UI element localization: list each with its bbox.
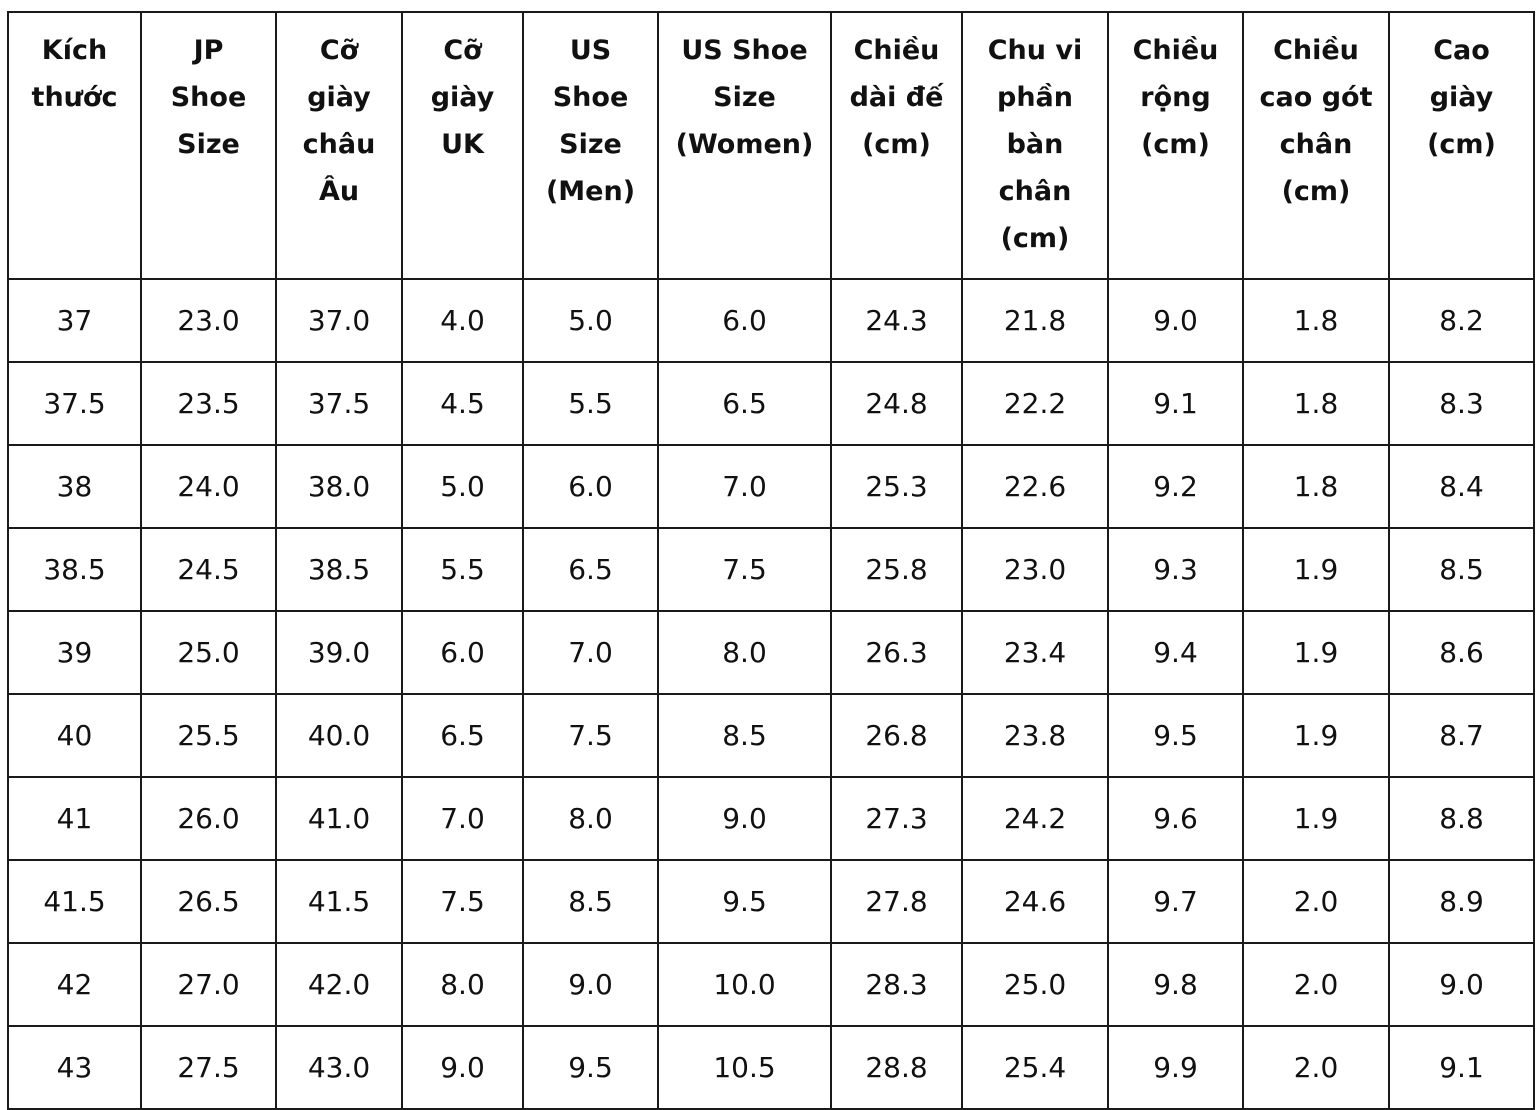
column-header-line: Size (713, 82, 776, 113)
table-cell: 38.5 (276, 528, 402, 611)
table-cell: 9.3 (1108, 528, 1243, 611)
table-cell: 9.6 (1108, 777, 1243, 860)
table-cell: 8.5 (523, 860, 658, 943)
column-header-line: Chiều (853, 35, 940, 66)
header-row (8, 12, 1534, 279)
table-row (8, 777, 1534, 860)
table-cell: 8.7 (1389, 694, 1534, 777)
table-cell: 6.0 (523, 445, 658, 528)
table-cell: 37.5 (8, 362, 141, 445)
column-header-line: (cm) (862, 129, 931, 160)
column-header (523, 12, 658, 279)
column-header-line: giày (430, 82, 495, 113)
table-cell: 9.0 (402, 1026, 523, 1109)
table-cell: 25.8 (831, 528, 962, 611)
column-header-line: Chiều (1273, 35, 1359, 66)
table-header (8, 12, 1534, 279)
column-header-line: Kích (41, 35, 108, 66)
table-cell: 2.0 (1243, 943, 1389, 1026)
table-row (8, 528, 1534, 611)
table-cell: 24.5 (141, 528, 276, 611)
table-cell: 7.5 (658, 528, 831, 611)
column-header-line: bàn (1006, 129, 1064, 160)
table-cell: 9.0 (523, 943, 658, 1026)
table-cell: 39.0 (276, 611, 402, 694)
column-header-line: Cỡ (319, 35, 359, 66)
table-cell: 24.0 (141, 445, 276, 528)
column-header-line: châu (302, 129, 376, 160)
table-cell: 23.8 (962, 694, 1108, 777)
table-cell: 37.5 (276, 362, 402, 445)
column-header-line: chân (1279, 129, 1353, 160)
column-header (402, 12, 523, 279)
table-cell: 7.5 (523, 694, 658, 777)
table-cell: 26.0 (141, 777, 276, 860)
column-header-line: rộng (1140, 82, 1211, 113)
column-header-line: JP (193, 35, 224, 66)
table-cell: 7.5 (402, 860, 523, 943)
table-row (8, 279, 1534, 362)
column-header (141, 12, 276, 279)
table-cell: 25.4 (962, 1026, 1108, 1109)
table-cell: 28.3 (831, 943, 962, 1026)
table-cell: 10.5 (658, 1026, 831, 1109)
column-header-line: (cm) (1000, 223, 1070, 254)
table-cell: 1.9 (1243, 777, 1389, 860)
table-cell: 23.5 (141, 362, 276, 445)
table-cell: 8.0 (523, 777, 658, 860)
table-cell: 37 (8, 279, 141, 362)
table-cell: 25.3 (831, 445, 962, 528)
table-cell: 6.0 (402, 611, 523, 694)
table-cell: 42 (8, 943, 141, 1026)
column-header-line: (cm) (1427, 129, 1496, 160)
table-cell: 43.0 (276, 1026, 402, 1109)
table-cell: 40.0 (276, 694, 402, 777)
table-cell: 1.8 (1243, 445, 1389, 528)
column-header-line: Size (177, 129, 240, 160)
table-row (8, 362, 1534, 445)
table-cell: 8.5 (658, 694, 831, 777)
table-cell: 9.7 (1108, 860, 1243, 943)
table-cell: 9.5 (658, 860, 831, 943)
table-cell: 9.5 (1108, 694, 1243, 777)
table-cell: 25.0 (141, 611, 276, 694)
table-cell: 9.1 (1389, 1026, 1534, 1109)
table-body (8, 279, 1534, 1109)
column-header-line: Shoe (170, 82, 247, 113)
table-cell: 42.0 (276, 943, 402, 1026)
table-cell: 1.9 (1243, 528, 1389, 611)
table-cell: 8.5 (1389, 528, 1534, 611)
table-cell: 9.0 (658, 777, 831, 860)
table-cell: 5.0 (523, 279, 658, 362)
table-cell: 26.3 (831, 611, 962, 694)
column-header-line: Cao (1433, 35, 1490, 66)
column-header-line: US (569, 35, 612, 66)
table-cell: 8.0 (402, 943, 523, 1026)
table-cell: 9.0 (1389, 943, 1534, 1026)
table-cell: 9.8 (1108, 943, 1243, 1026)
table-cell: 8.8 (1389, 777, 1534, 860)
column-header (962, 12, 1108, 279)
table-cell: 23.4 (962, 611, 1108, 694)
column-header-line: cao gót (1259, 82, 1373, 113)
column-header-line: UK (441, 129, 484, 160)
column-header-line: (Men) (545, 176, 636, 207)
table-row (8, 860, 1534, 943)
table-cell: 24.2 (962, 777, 1108, 860)
table-cell: 7.0 (658, 445, 831, 528)
table-row (8, 943, 1534, 1026)
table-cell: 24.3 (831, 279, 962, 362)
table-cell: 24.8 (831, 362, 962, 445)
table-cell: 5.0 (402, 445, 523, 528)
column-header-line: US Shoe (681, 35, 808, 66)
table-cell: 26.5 (141, 860, 276, 943)
table-cell: 6.5 (523, 528, 658, 611)
table-cell: 25.5 (141, 694, 276, 777)
table-row (8, 611, 1534, 694)
column-header-line: phần (997, 82, 1073, 113)
column-header-line: Cỡ (443, 35, 482, 66)
table-cell: 9.9 (1108, 1026, 1243, 1109)
table-cell: 40 (8, 694, 141, 777)
table-cell: 22.6 (962, 445, 1108, 528)
column-header-line: (Women) (675, 129, 814, 160)
table-cell: 39 (8, 611, 141, 694)
column-header (8, 12, 141, 279)
column-header-line: dài đế (849, 82, 944, 113)
table-cell: 6.5 (658, 362, 831, 445)
column-header-line: Chiều (1132, 35, 1219, 66)
table-cell: 9.0 (1108, 279, 1243, 362)
table-cell: 26.8 (831, 694, 962, 777)
table-cell: 8.4 (1389, 445, 1534, 528)
table-cell: 38 (8, 445, 141, 528)
table-cell: 41.5 (276, 860, 402, 943)
table-cell: 6.0 (658, 279, 831, 362)
column-header (276, 12, 402, 279)
column-header (831, 12, 962, 279)
table-cell: 41.5 (8, 860, 141, 943)
column-header-line: (cm) (1141, 129, 1210, 160)
table-cell: 22.2 (962, 362, 1108, 445)
table-cell: 41 (8, 777, 141, 860)
column-header-line: Shoe (552, 82, 629, 113)
column-header-line: chân (998, 176, 1072, 207)
table-cell: 2.0 (1243, 1026, 1389, 1109)
table-cell: 27.5 (141, 1026, 276, 1109)
column-header-line: giày (1429, 82, 1494, 113)
table-cell: 6.5 (402, 694, 523, 777)
column-header (1108, 12, 1243, 279)
column-header-line: Âu (318, 176, 360, 207)
table-cell: 1.9 (1243, 694, 1389, 777)
table-cell: 1.8 (1243, 362, 1389, 445)
table-cell: 7.0 (402, 777, 523, 860)
column-header (1389, 12, 1534, 279)
table-cell: 9.1 (1108, 362, 1243, 445)
table-cell: 21.8 (962, 279, 1108, 362)
table-cell: 1.8 (1243, 279, 1389, 362)
table-cell: 7.0 (523, 611, 658, 694)
table-cell: 27.8 (831, 860, 962, 943)
table-cell: 41.0 (276, 777, 402, 860)
table-cell: 37.0 (276, 279, 402, 362)
column-header-line: giày (307, 82, 371, 113)
table-cell: 23.0 (141, 279, 276, 362)
table-cell: 8.9 (1389, 860, 1534, 943)
column-header (1243, 12, 1389, 279)
table-cell: 43 (8, 1026, 141, 1109)
table-cell: 8.6 (1389, 611, 1534, 694)
table-cell: 2.0 (1243, 860, 1389, 943)
table-row (8, 694, 1534, 777)
table-cell: 8.2 (1389, 279, 1534, 362)
table-cell: 8.0 (658, 611, 831, 694)
table-cell: 5.5 (402, 528, 523, 611)
table-cell: 9.5 (523, 1026, 658, 1109)
table-cell: 28.8 (831, 1026, 962, 1109)
column-header-line: Chu vi (987, 35, 1083, 66)
column-header (658, 12, 831, 279)
table-cell: 25.0 (962, 943, 1108, 1026)
table-cell: 23.0 (962, 528, 1108, 611)
table-cell: 24.6 (962, 860, 1108, 943)
table-cell: 8.3 (1389, 362, 1534, 445)
column-header-line: Size (559, 129, 622, 160)
size-chart-table (7, 11, 1535, 1110)
table-cell: 27.0 (141, 943, 276, 1026)
table-cell: 9.2 (1108, 445, 1243, 528)
table-cell: 10.0 (658, 943, 831, 1026)
column-header-line: thước (31, 82, 118, 113)
table-cell: 4.5 (402, 362, 523, 445)
table-cell: 1.9 (1243, 611, 1389, 694)
table-cell: 5.5 (523, 362, 658, 445)
table-row (8, 445, 1534, 528)
table-cell: 38.0 (276, 445, 402, 528)
table-cell: 9.4 (1108, 611, 1243, 694)
column-header-line: (cm) (1281, 176, 1351, 207)
table-cell: 4.0 (402, 279, 523, 362)
table-cell: 27.3 (831, 777, 962, 860)
table-cell: 38.5 (8, 528, 141, 611)
